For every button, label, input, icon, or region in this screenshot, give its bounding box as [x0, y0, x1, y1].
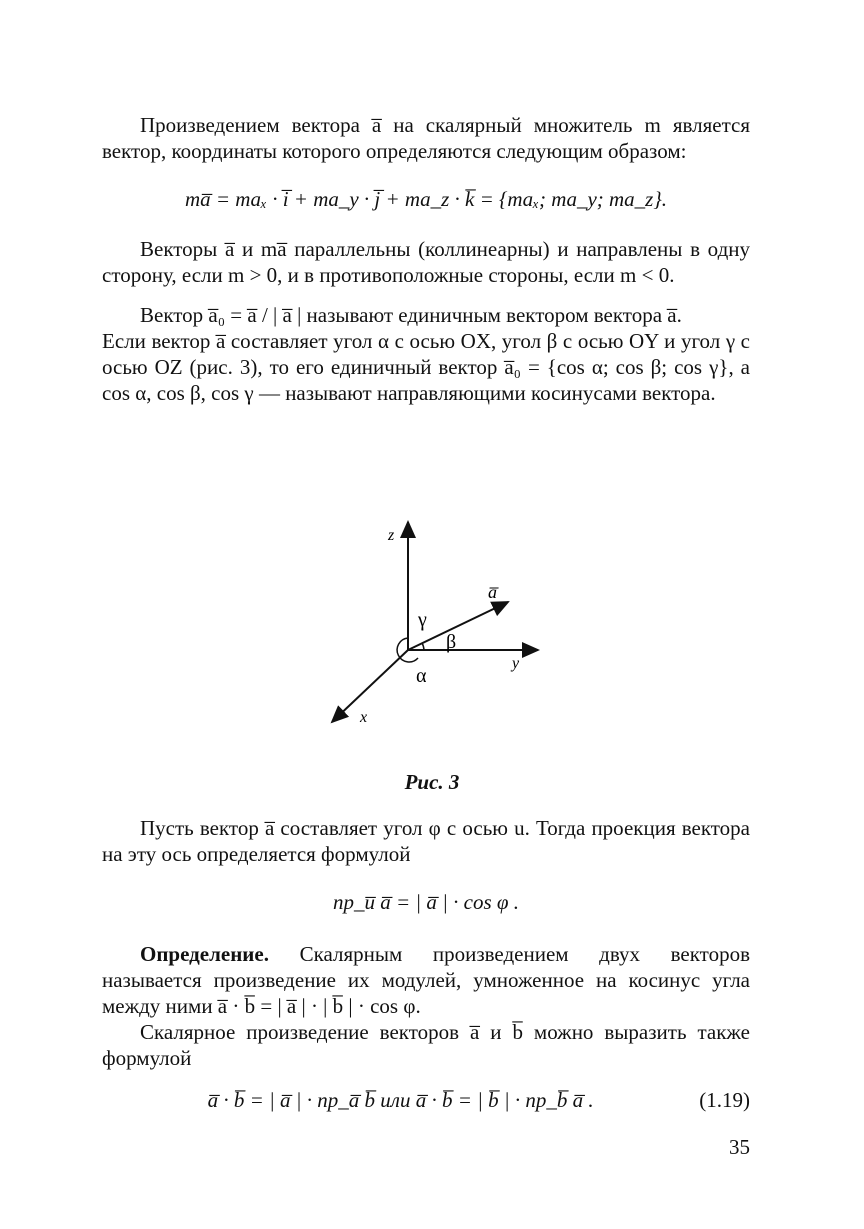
paragraph-2: Векторы a̅ и ma̅ параллельны (коллинеарны) и направлены в одну сторону, если m > 0, и в противоположные стороны, если m < 0. — [102, 237, 750, 287]
formula-projection: np_u̅ a̅ = | a̅ | · cos φ . — [332, 890, 520, 914]
label-alpha: α — [416, 665, 427, 687]
page-number: 35 — [729, 1135, 750, 1159]
paragraph-definition — [102, 941, 750, 1019]
paragraph-scalar-product: Скалярное произведение векторов a̅ и b̅ можно выразить также формулой — [102, 1020, 750, 1070]
figure-caption: Рис. 3 — [404, 770, 460, 794]
label-beta: β — [446, 631, 457, 653]
definition-text: Скалярным произведением двух векторов называется произведение их модулей, умноженное на косинус угла между ними a̅ · b̅ = | a̅ | · | b̅ | · cos φ. — [102, 942, 750, 1018]
paragraph-projection: Пусть вектор a̅ составляет угол φ с осью u. Тогда проекция вектора на эту ось определяется формулой — [102, 816, 750, 866]
formula-scalar-multiple: ma̅ = maₓ · i̅ + ma_y · j̅ + ma_z · k̅ = {maₓ; ma_y; ma_z}. — [184, 187, 668, 211]
beta-arc — [422, 643, 424, 650]
page-body-lower — [102, 815, 750, 1113]
paragraph-1: Произведением вектора a̅ на скалярный множитель m является вектор, координаты которого определяются следующим образом: — [102, 113, 750, 163]
label-gamma: γ — [418, 609, 427, 631]
label-x: x — [360, 709, 368, 726]
figure-3-axes — [320, 510, 550, 730]
label-y: y — [512, 655, 520, 672]
paragraph-direction-cosines: Если вектор a̅ составляет угол α с осью OX, угол β с осью OY и угол γ с осью OZ (рис. 3), то его единичный вектор a̅₀ = {cos α; cos β; cos γ}, а cos α, cos β, cos γ — называют направляющими косинусами вектора. — [102, 329, 750, 405]
label-a: a̅ — [488, 582, 497, 602]
definition-label: Определение. — [140, 942, 269, 966]
formula-1-19 — [102, 1087, 750, 1113]
x-axis — [332, 650, 408, 722]
equation-number: (1.19) — [699, 1088, 750, 1112]
label-z: z — [388, 527, 395, 544]
formula-1-19-body: a̅ · b̅ = | a̅ | · np_a̅ b̅ или a̅ · b̅ = | b̅ | · np_b̅ a̅ . — [207, 1088, 594, 1112]
paragraph-unit-vector: Вектор a̅₀ = a̅ / | a̅ | называют единичным вектором вектора a̅. — [140, 303, 682, 327]
page-body — [102, 112, 750, 406]
